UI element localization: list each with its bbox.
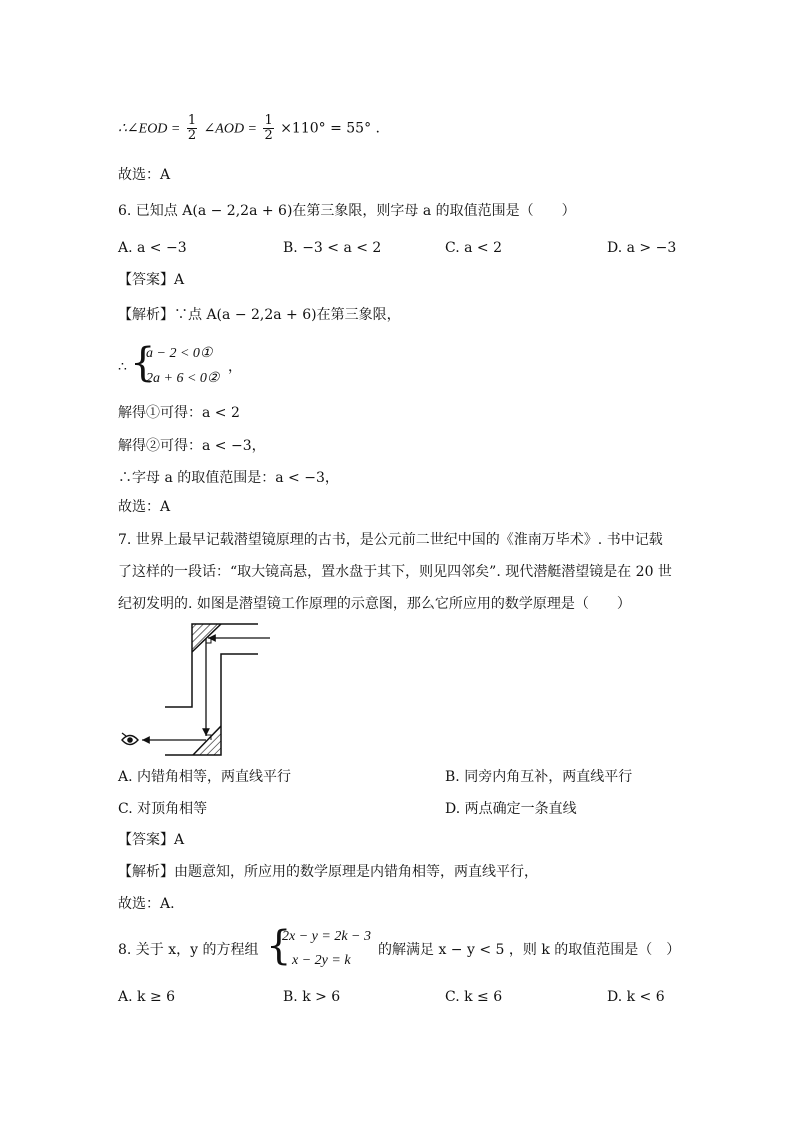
- q6-analysis-head: 【解析】∵点 A(a − 2,2a + 6)在第三象限，: [118, 307, 401, 323]
- eod-equation: [118, 114, 380, 144]
- q6-system-line1: a − 2 < 0①: [146, 346, 213, 361]
- fraction-one-half-1: $\frac{1}{2}$: [187, 113, 197, 143]
- q6-stem: 6. 已知点 A(a − 2,2a + 6)在第三象限，则字母 a 的取值范围是（ ）: [118, 203, 576, 219]
- q8-stem-suffix: 的解满足 x − y < 5 ，则 k 的取值范围是（ ）: [378, 942, 681, 958]
- periscope-diagram: [110, 618, 280, 760]
- q7-option-d: D. 两点确定一条直线: [445, 801, 577, 817]
- q6-option-b: B. −3 < a < 2: [283, 240, 382, 256]
- q6-step3: ∴字母 a 的取值范围是：a < −3，: [118, 470, 339, 486]
- q8-system-line1: 2x − y = 2k − 3: [282, 929, 371, 944]
- q7-option-b: B. 同旁内角互补，两直线平行: [445, 769, 633, 785]
- q6-option-d: D. a > −3: [607, 240, 677, 256]
- q6-system-prefix: ∴: [118, 359, 127, 375]
- q8-option-a: A. k ≥ 6: [118, 989, 176, 1005]
- q8-system-brace: {: [266, 923, 292, 969]
- q6-option-a: A. a < −3: [118, 240, 187, 256]
- q7-stem-line3: 纪初发明的. 如图是潜望镜工作原理的示意图，那么它所应用的数学原理是（ ）: [118, 596, 631, 612]
- periscope-outer-wall: [165, 624, 258, 707]
- q6-step2: 解得②可得：a < −3，: [118, 438, 266, 454]
- q7-analysis: 【解析】由题意知，所应用的数学原理是内错角相等，两直线平行，: [118, 864, 538, 880]
- fraction-one-half-2: $\frac{1}{2}$: [264, 113, 273, 143]
- q8-option-c: C. k ≤ 6: [445, 989, 503, 1005]
- eod-prefix: ∴∠EOD =: [118, 121, 181, 137]
- q7-option-a: A. 内错角相等，两直线平行: [118, 769, 292, 785]
- q5-conclusion: 故选：A: [118, 167, 171, 183]
- q7-conclusion: 故选：A.: [118, 896, 175, 912]
- q6-option-c: C. a < 2: [445, 240, 502, 256]
- q7-option-c: C. 对顶角相等: [118, 801, 208, 817]
- q6-system-suffix: ，: [228, 359, 242, 375]
- eod-tail: ×110° = 55° .: [280, 120, 380, 137]
- q8-option-b: B. k > 6: [283, 989, 341, 1005]
- q7-stem-line2: 了这样的一段话：“取大镜高悬，置水盘于其下，则见四邻矣”. 现代潜艇潜望镜是在 20 世: [118, 564, 672, 580]
- q8-stem-prefix: 8. 关于 x，y 的方程组: [118, 942, 259, 958]
- q6-step1: 解得①可得：a < 2: [118, 405, 240, 421]
- q6-answer: 【答案】A: [118, 272, 185, 288]
- q6-conclusion: 故选：A: [118, 499, 171, 515]
- q6-system-brace: {: [130, 340, 156, 386]
- q7-answer: 【答案】A: [118, 832, 185, 848]
- q8-option-d: D. k < 6: [607, 989, 665, 1005]
- q6-system-line2: 2a + 6 < 0②: [146, 371, 220, 386]
- eye-icon: [122, 733, 138, 745]
- q8-system-line2: x − 2y = k: [292, 953, 351, 968]
- q7-stem-line1: 7. 世界上最早记载潜望镜原理的古书，是公元前二世纪中国的《淮南万毕术》. 书中记载: [118, 532, 663, 548]
- eod-mid: ∠AOD =: [203, 121, 257, 137]
